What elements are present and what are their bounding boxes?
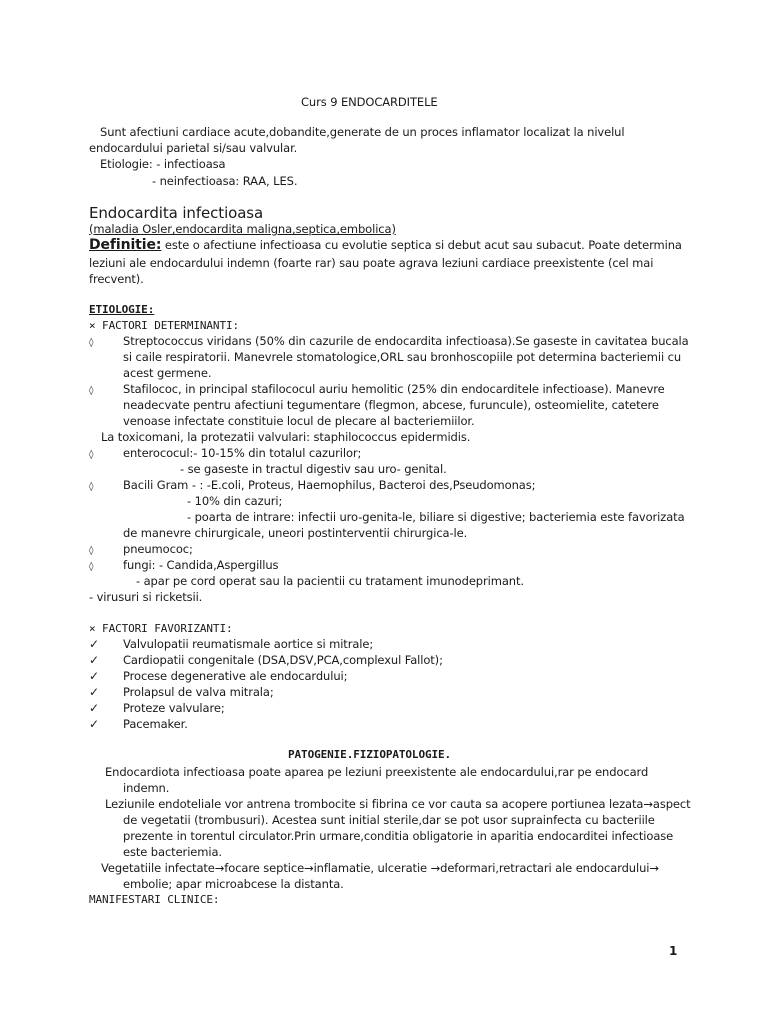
diamond-bullet-icon: ◊ bbox=[89, 386, 94, 396]
intro-line: endocardului parietal si/sau valvular. bbox=[89, 141, 298, 155]
stafilo-line: venoase infectate constituie locul de plecare al bacteriemiilor. bbox=[123, 414, 475, 428]
patogenie-line: prezente in torentul circulator.Prin urmare,conditia obligatorie in aparitia endocarditei infectioase bbox=[123, 829, 674, 843]
checkmark-icon: ✓ bbox=[89, 637, 100, 651]
diamond-bullet-icon: ◊ bbox=[89, 338, 94, 348]
entero-line: - se gaseste in tractul digestiv sau uro- genital. bbox=[180, 462, 447, 476]
fungi-line: fungi: - Candida,Aspergillus bbox=[123, 558, 279, 572]
fungi-line: - apar pe cord operat sau la pacientii cu tratament imunodeprimant. bbox=[136, 574, 524, 588]
bacili-line: de manevre chirurgicale, uneori postinterventii chirurgica-le. bbox=[123, 526, 468, 540]
definition-line: leziuni ale endocardului indemn (foarte rar) sau poate agrava leziuni cardiace preexistente (cel mai bbox=[89, 256, 654, 270]
patogenie-line: este bacteriemia. bbox=[123, 845, 222, 859]
patogenie-heading: PATOGENIE.FIZIOPATOLOGIE. bbox=[288, 748, 452, 761]
determinanti-heading: × FACTORI DETERMINANTI: bbox=[89, 319, 240, 332]
virusuri-line: - virusuri si ricketsii. bbox=[89, 590, 203, 604]
favorizant-item: Pacemaker. bbox=[123, 717, 188, 731]
checkmark-icon: ✓ bbox=[89, 653, 100, 667]
definition-text: este o afectiune infectioasa cu evolutie septica si debut acut sau subacut. Poate determina bbox=[161, 238, 682, 252]
patogenie-line: Vegetatiile infectate→focare septice→inflamatie, ulceratie →deformari,retractari ale endocardului→ bbox=[101, 861, 659, 875]
favorizant-item: Procese degenerative ale endocardului; bbox=[123, 669, 348, 683]
diamond-bullet-icon: ◊ bbox=[89, 546, 94, 556]
diamond-bullet-icon: ◊ bbox=[89, 562, 94, 572]
manifestari-heading: MANIFESTARI CLINICE: bbox=[89, 893, 220, 906]
stafilo-line: neadecvate pentru afectiuni tegumentare (flegmon, abcese, furuncule), osteomielite, catetere bbox=[123, 398, 659, 412]
favorizant-item: Proteze valvulare; bbox=[123, 701, 225, 715]
checkmark-icon: ✓ bbox=[89, 717, 100, 731]
checkmark-icon: ✓ bbox=[89, 685, 100, 699]
checkmark-icon: ✓ bbox=[89, 669, 100, 683]
patogenie-line: Endocardiota infectioasa poate aparea pe leziuni preexistente ale endocardului,rar pe endocard bbox=[105, 765, 649, 779]
favorizant-item: Prolapsul de valva mitrala; bbox=[123, 685, 274, 699]
checkmark-icon: ✓ bbox=[89, 701, 100, 715]
favorizanti-heading: × FACTORI FAVORIZANTI: bbox=[89, 622, 233, 635]
patogenie-line: Leziunile endoteliale vor antrena trombocite si fibrina ce vor cauta sa acopere portiunea lezata→aspect bbox=[105, 797, 691, 811]
definition-line: frecvent). bbox=[89, 272, 144, 286]
pneumo-line: pneumococ; bbox=[123, 542, 193, 556]
bacili-line: Bacili Gram - : -E.coli, Proteus, Haemophilus, Bacteroi des,Pseudomonas; bbox=[123, 478, 536, 492]
diamond-bullet-icon: ◊ bbox=[89, 450, 94, 460]
etiologie-heading: ETIOLOGIE: bbox=[89, 303, 155, 316]
diamond-bullet-icon: ◊ bbox=[89, 482, 94, 492]
page-number: 1 bbox=[669, 944, 678, 958]
toxicomani-line: La toxicomani, la protezatii valvulari: staphilococcus epidermidis. bbox=[101, 430, 471, 444]
bacili-line: - 10% din cazuri; bbox=[187, 494, 283, 508]
strepto-line: si caile respiratorii. Manevrele stomatologice,ORL sau bronhoscopiile pot determina bacteriemii cu bbox=[123, 350, 682, 364]
bacili-line: - poarta de intrare: infectii uro-genita-le, biliare si digestive; bacteriemia este favorizata bbox=[187, 510, 685, 524]
strepto-line: Streptococcus viridans (50% din cazurile de endocardita infectioasa).Se gaseste in cavitatea bucala bbox=[123, 334, 689, 348]
intro-line: Sunt afectiuni cardiace acute,dobandite,generate de un proces inflamator localizat la nivelul bbox=[100, 125, 625, 139]
entero-line: enterococul:- 10-15% din totalul cazurilor; bbox=[123, 446, 362, 460]
patogenie-line: indemn. bbox=[123, 781, 170, 795]
strepto-line: acest germene. bbox=[123, 366, 212, 380]
definition-line bbox=[89, 238, 682, 253]
stafilo-line: Stafilococ, in principal stafilococul auriu hemolitic (25% din endocarditele infectioase). Manevre bbox=[123, 382, 665, 396]
patogenie-line: de vegetatii (trombusuri). Acestea sunt initial sterile,dar se pot usor suprainfecta cu bacteriile bbox=[123, 813, 655, 827]
favorizant-item: Cardiopatii congenitale (DSA,DSV,PCA,complexul Fallot); bbox=[123, 653, 443, 667]
etiologie-line: - neinfectioasa: RAA, LES. bbox=[152, 174, 298, 188]
definition-label: Definitie: bbox=[89, 237, 162, 253]
section-alias: (maladia Osler,endocardita maligna,septica,embolica) bbox=[89, 222, 396, 236]
patogenie-line: embolie; apar microabcese la distanta. bbox=[123, 877, 344, 891]
document-title: Curs 9 ENDOCARDITELE bbox=[301, 95, 438, 109]
section-heading: Endocardita infectioasa bbox=[89, 204, 264, 222]
etiologie-line: Etiologie: - infectioasa bbox=[100, 157, 226, 171]
favorizant-item: Valvulopatii reumatismale aortice si mitrale; bbox=[123, 637, 374, 651]
